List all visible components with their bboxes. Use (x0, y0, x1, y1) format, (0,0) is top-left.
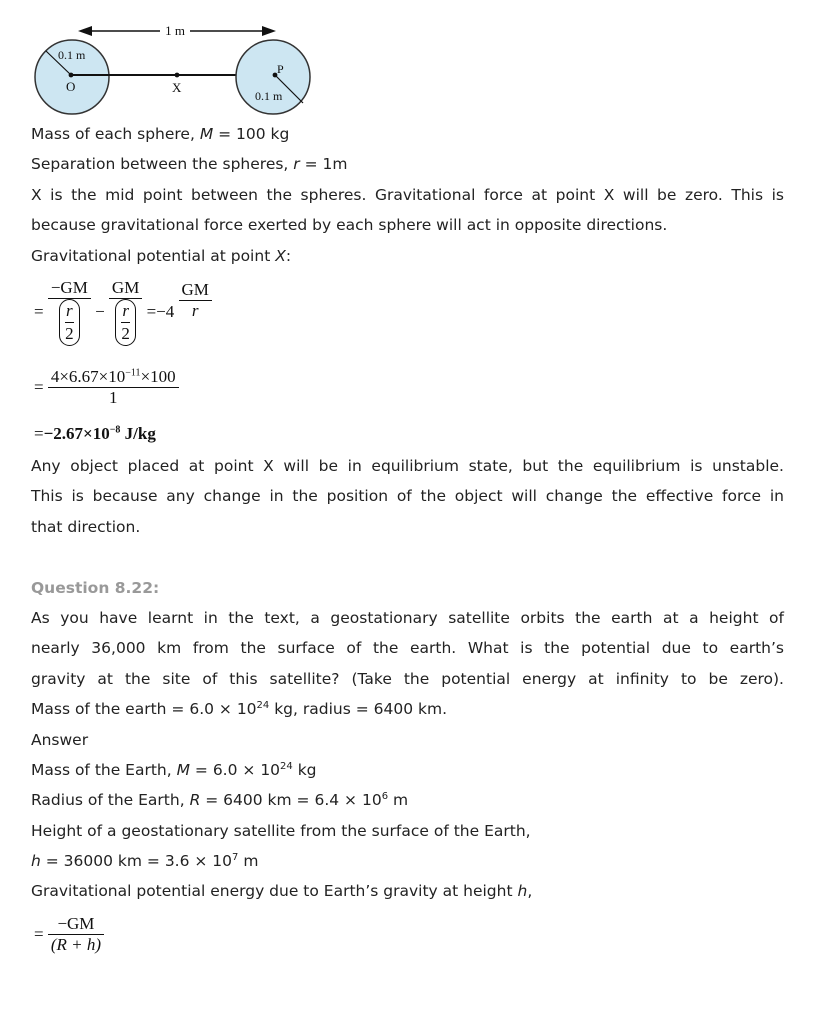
para1-line1: X is the mid point between the spheres. Gravitational force at point X will be zero. This is (31, 186, 784, 204)
eq1-r1: r (65, 300, 74, 323)
eq2-num-exp: −11 (125, 367, 141, 379)
eq1-fraction-2 (109, 278, 142, 346)
eq2-denominator: 1 (109, 388, 118, 407)
eq1-den1 (48, 299, 91, 346)
earth-mass-exp: 24 (280, 760, 293, 772)
mass-symbol: M (199, 125, 214, 143)
equation-gpe (34, 914, 104, 955)
gpe-line (31, 881, 532, 901)
eq3-exp: −8 (109, 424, 121, 436)
h-symbol: h (31, 852, 41, 870)
earth-mass-a: Mass of the Earth, (31, 761, 177, 779)
eq2-num-b: ×100 (140, 367, 176, 386)
equation-3 (34, 424, 156, 444)
sep-symbol: r (293, 155, 300, 173)
h-exp: 7 (232, 851, 239, 863)
q-line4-a: Mass of the earth = 6.0 × 10 (31, 700, 257, 718)
mass-prefix: Mass of each sphere, (31, 125, 200, 143)
arrow-head-right (262, 26, 276, 36)
eq1-num1: −GM (48, 278, 91, 299)
gpe-eq-denominator: (R + h) (50, 935, 102, 954)
q-line4-exp: 24 (256, 699, 270, 711)
midpoint-label: X (172, 80, 182, 95)
question-heading: Question 8.22: (31, 579, 160, 597)
question-line1: As you have learnt in the text, a geostationary satellite orbits the earth at a height of (31, 609, 784, 627)
eq1-den2 (109, 299, 142, 346)
eq1-neg4: −4 (156, 302, 175, 321)
earth-radius-c: m (388, 791, 409, 809)
eq1-two2: 2 (121, 324, 130, 343)
para2-line3: that direction. (31, 518, 141, 536)
eq2-fraction (48, 367, 179, 408)
gpe-b: , (527, 882, 533, 900)
left-center-label: O (66, 79, 76, 94)
potential-prefix: Gravitational potential at point (31, 247, 276, 265)
sep-suffix: = 1m (299, 155, 348, 173)
arrow-head-left (78, 26, 92, 36)
eq1-equals: = (34, 302, 44, 321)
equation-1 (34, 278, 212, 346)
earth-mass-line (31, 760, 317, 780)
potential-colon: : (285, 247, 292, 265)
earth-mass-symbol: M (176, 761, 190, 779)
potential-line (31, 246, 291, 266)
earth-radius-symbol: R (189, 791, 201, 809)
equation-2 (34, 367, 179, 408)
eq1-r2: r (121, 300, 130, 323)
eq2-num-a: 4×6.67×10 (50, 367, 126, 386)
gpe-eq-numerator: −GM (48, 914, 104, 935)
eq1-minus: − (95, 302, 105, 321)
left-radius-label: 0.1 m (58, 48, 86, 62)
sep-prefix: Separation between the spheres, (31, 155, 294, 173)
para1-line2: because gravitational force exerted by each sphere will act in opposite directions. (31, 216, 668, 234)
earth-radius-b: = 6400 km = 6.4 × 10 (200, 791, 382, 809)
eq2-equals: = (34, 377, 44, 397)
separation-line (31, 154, 347, 174)
question-line3: gravity at the site of this satellite? (Take the potential energy at infinity to be zero). (31, 670, 784, 688)
right-point-label: P (277, 62, 284, 76)
earth-radius-a: Radius of the Earth, (31, 791, 190, 809)
eq1-fraction-3 (179, 280, 212, 321)
question-line2: nearly 36,000 km from the surface of the earth. What is the potential due to earth’s (31, 639, 784, 657)
eq1-den3: r (191, 301, 199, 320)
q-line4-b: kg, radius = 6400 km. (269, 700, 448, 718)
mass-suffix: = 100 kg (213, 125, 290, 143)
para2-line2: This is because any change in the position of the object will change the effective force in (31, 487, 784, 505)
earth-mass-c: kg (292, 761, 317, 779)
height-value-line (31, 851, 258, 871)
h-c: m (238, 852, 259, 870)
mass-line (31, 124, 289, 144)
eq1-num3: GM (179, 280, 212, 301)
answer-label: Answer (31, 731, 89, 749)
two-spheres-diagram (20, 14, 350, 132)
earth-radius-line (31, 790, 408, 810)
eq3-b: J/kg (120, 424, 156, 443)
para2-line1: Any object placed at point X will be in equilibrium state, but the equilibrium is unstable. (31, 457, 784, 475)
earth-radius-exp: 6 (381, 790, 389, 802)
right-radius-label: 0.1 m (255, 89, 283, 103)
midpoint-dot (175, 73, 180, 78)
h-b: = 36000 km = 3.6 × 10 (40, 852, 233, 870)
earth-mass-b: = 6.0 × 10 (189, 761, 281, 779)
eq3-equals: = (34, 424, 44, 443)
eq1-fraction-1 (48, 278, 91, 346)
distance-label: 1 m (165, 23, 185, 38)
eq1-num2: GM (109, 278, 142, 299)
eq1-equals-2: = (146, 302, 157, 321)
eq1-two1: 2 (65, 324, 74, 343)
height-line: Height of a geostationary satellite from the surface of the Earth, (31, 822, 531, 840)
potential-symbol: X (275, 247, 286, 265)
gpe-eq-fraction (48, 914, 104, 955)
eq2-numerator (48, 367, 179, 388)
gpe-symbol: h (517, 882, 528, 900)
gpe-eq-equals: = (34, 924, 44, 944)
eq3-a: −2.67×10 (43, 424, 110, 443)
gpe-a: Gravitational potential energy due to Earth’s gravity at height (31, 882, 518, 900)
question-line4 (31, 699, 447, 719)
